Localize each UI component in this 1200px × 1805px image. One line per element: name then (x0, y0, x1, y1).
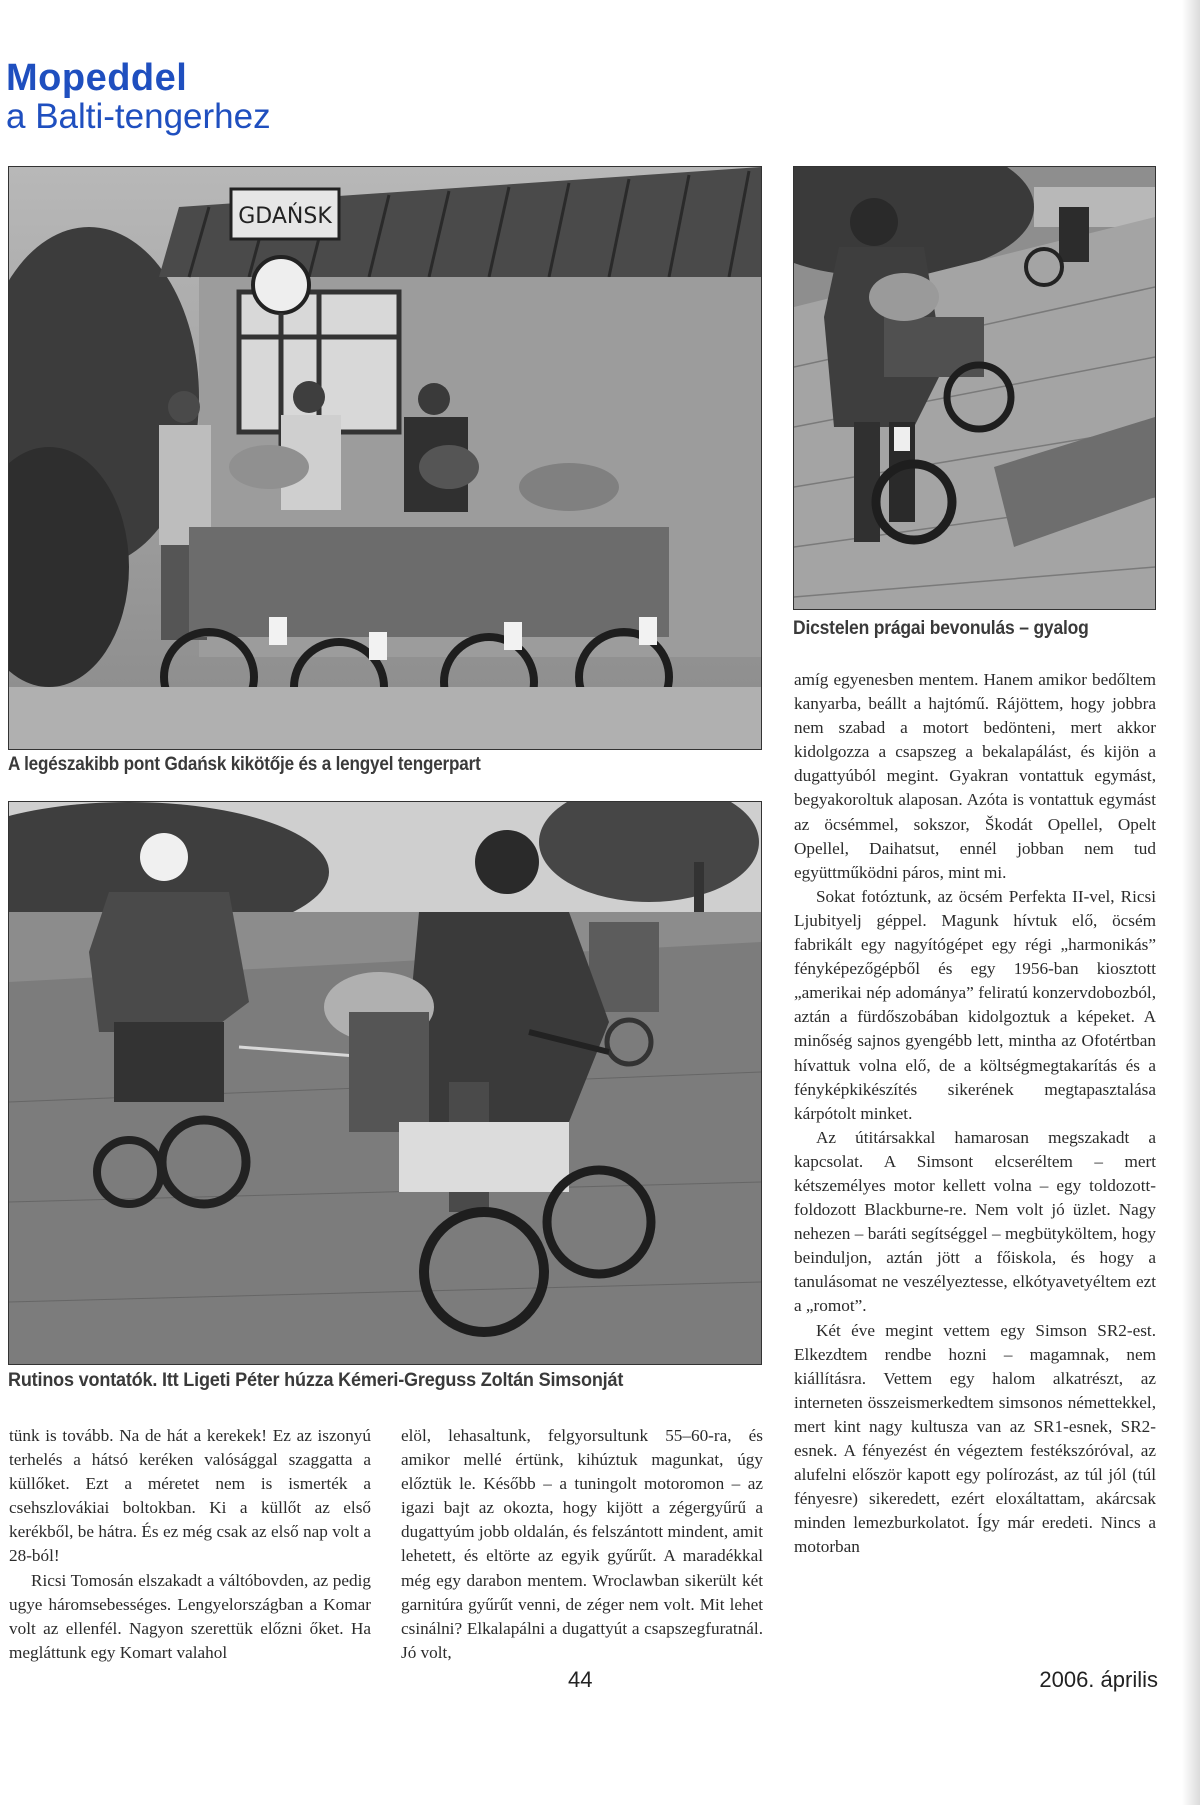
paragraph: Sokat fotóztunk, az öcsém Perfekta II-vel, Ricsi Ljubityelj géppel. Magunk hívtuk elő, öcsém fabrikált egy nagyítógépet egy régi „harmonikás” fényképezőgépből és egy 1956-ban kiosztott „amerikai nép adománya” feliratú konzervdobozból, aztán a fürdőszobában kidolgoztuk a képeket. A minőség sajnos gyengébb lett, mintha az Ofotértban hívattuk volna elő, de a költségmegtakarítás és a fényképkikészítés sikerének megtapasztalása kárpótolt minket. (794, 886, 1156, 1123)
page-number: 44 (568, 1667, 593, 1692)
page-edge-shadow (1182, 0, 1200, 1805)
paragraph: tünk is tovább. Na de hát a kerekek! Ez az iszonyú terhelés a hátsó keréken valósággal szaggatta a küllőket. Ezt a méretet nem is ismerték a csehszlovákiai boltokban. Ki a küllőt az első kerékből, be hátra. És ez még csak az első nap volt a 28-ból! (9, 1426, 371, 1566)
paragraph: Az útitársakkal hamarosan megszakadt a kapcsolat. A Simsont elcseréltem – mert kétszemélyes motor kellett volna – egy toldozott-foldozott Blackburne-re. Nem volt jó üzlet. Nagy nehezen – baráti segítséggel – megbütyköltem, hogy beinduljon, aztán jött a főiskola, és hogy a tanulásomat ne veszélyeztesse, elkótyavetyéltem ezt a „romot”. (794, 1127, 1156, 1316)
photo-gdansk (8, 166, 762, 750)
article-title: Mopeddel (6, 57, 188, 99)
text-column-right (794, 668, 1156, 1559)
photo-prague (793, 166, 1156, 610)
photo-towing (8, 801, 762, 1365)
article-subtitle: a Balti-tengerhez (6, 97, 271, 136)
photo-caption-prague: Dicstelen prágai bevonulás – gyalog (793, 618, 1089, 639)
paragraph: amíg egyenesben mentem. Hanem amikor bedőltem kanyarba, beállt a hajtómű. Rájöttem, hogy jobbra nem szabad a motort bedönteni, mert akkor kidolgozza a csapszeg a bekalapálást, és kijön a dugattyúból megint. Gyakran vontattuk egymást, begyakoroltuk alaposan. Azóta is vontattuk egymást az öcsémmel, sokszor, Škodát Opellel, Opelt Opellel, Daihatsut, ennél jobban nem tud együttműködni páros, mint mi. (794, 670, 1156, 882)
text-column-middle (401, 1424, 763, 1665)
paragraph: Két éve megint vettem egy Simson SR2-est. Elkezdtem rendbe hozni – magamnak, nem kiállításra. Vettem egy halom alkatrészt, az interneten összeismerkedtem simsonos némettekkel, mert kint nagy kultusza van az SR1-esnek, SR2-esnek. A fényezést én végeztem festékszóróval, az alufelni először kapott egy polírozást, az túl jól (túl fényesre) sikeredett, ezért eloxáltattam, akárcsak minden lemezburkolatot. Így már eredeti. Nincs a motorban (794, 1320, 1156, 1557)
paragraph: Ricsi Tomosán elszakadt a váltóbovden, az pedig ugye háromsebességes. Lengyelországban a Komar volt az ellenfél. Nagyon szerettük előzni őket. Ha megláttunk egy Komart valahol (9, 1570, 371, 1662)
issue-date: 2006. április (1039, 1667, 1158, 1692)
photo-caption-gdansk: A legészakibb pont Gdańsk kikötője és a lengyel tengerpart (8, 754, 481, 775)
text-column-left (9, 1424, 371, 1665)
photo-caption-towing: Rutinos vontatók. Itt Ligeti Péter húzza Kémeri-Greguss Zoltán Simsonját (8, 1370, 624, 1391)
station-sign: GDAŃSK (238, 204, 332, 229)
paragraph: elöl, lehasaltunk, felgyorsultunk 55–60-ra, és amikor mellé értünk, kihúztuk magunkat, úgy előztük le. Később – a tuningolt motoromon – az igazi bajt az okozta, hogy kijött a zégergyűrű a dugattyúm jobb oldalán, és felszántott mindent, amit lehetett, és eltörte az egyik gyűrűt. A maradékkal még egy darabon mentem. Wroclawban sikerült két garnitúra gyűrűt venni, de zéger nem volt. Mit lehet csinálni? Elkalapálni a dugattyút a csapszegfuratnál. Jó volt, (401, 1426, 763, 1662)
